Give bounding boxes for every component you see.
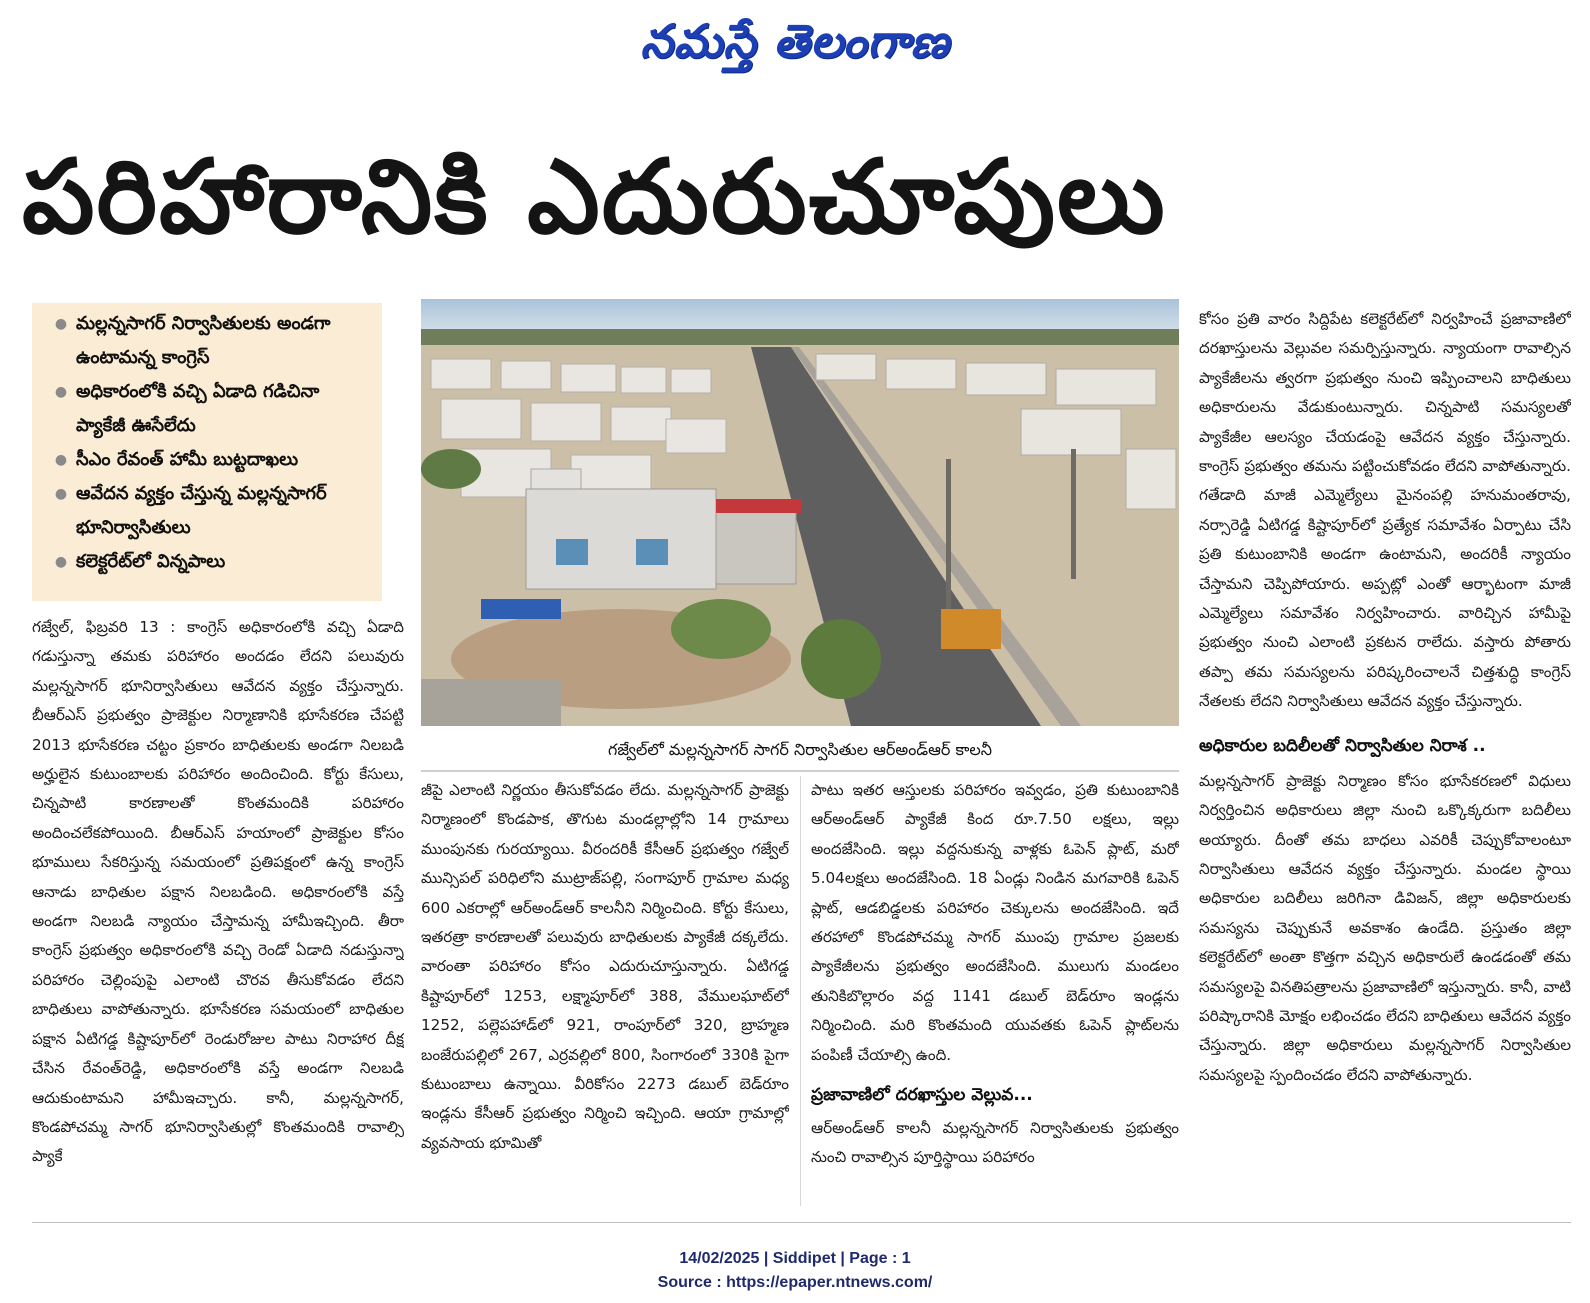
bullet-icon: ● [54, 554, 68, 570]
footer-source: Source : https://epaper.ntnews.com/ [657, 1274, 933, 1291]
article-subheading: అధికారుల బదిలీలతో నిర్వాసితుల నిరాశ .. [1199, 735, 1486, 756]
article-paragraph: ఆర్అండ్ఆర్ కాలనీ మల్లన్నసాగర్ నిర్వాసితులకు ప్రభుత్వం నుంచి రావాల్సిన పూర్తిస్థాయి పరిహారం [811, 1119, 1179, 1167]
highlight-item [46, 375, 372, 443]
article-column-1 [32, 613, 404, 1207]
article-column-4 [1199, 305, 1571, 1208]
colony-photo-illustration [421, 299, 1179, 726]
highlight-text: ఆవేదన వ్యక్తం చేస్తున్న మల్లన్నసాగర్ భూనిర్వాసితులు [76, 483, 327, 538]
article-paragraph: కోసం ప్రతి వారం సిద్దిపేట కలెక్టరేట్‌లో నిర్వహించే ప్రజావాణిలో దరఖాస్తులను వెల్లువల సమర్పిస్తున్నారు. న్యాయంగా రావాల్సిన ప్యాకేజీలను త్వరగా ప్రభుత్వం నుంచి ఇప్పించాలని బాధితులు అధికారులను వేడుకుంటున్నారు. చిన్నపాటి సమస్యలతో ప్యాకేజీల ఆలస్యం చేయడంపై ఆవేదన వ్యక్తం చేస్తున్నారు. కాంగ్రెస్ ప్రభుత్వం తమను పట్టించుకోవడం లేదని వాపోతున్నారు. గతేడాది మాజీ ఎమ్మెల్యేలు మైనంపల్లి హనుమంతరావు, నర్సారెడ్డి ఏటిగడ్డ కిష్టాపూర్‌లో ప్రత్యేక సమావేశం ఏర్పాటు చేసి ప్రతి కుటుంబానికి అండగా ఉంటామని, అందరికీ న్యాయం చేస్తామని చెప్పిపోయారు. అప్పట్లో ఎంతో ఆర్భాటంగా మాజీ ఎమ్మెల్యేలు సమావేశం నిర్వహించారు. వారిచ్చిన హామీపై ప్రభుత్వం నుంచి ఎలాంటి ప్రకటన రాలేదు. వస్తారు పోతారు తప్పా తమ సమస్యలను పరిష్కరించాలనే చిత్తశుద్ధి కాంగ్రెస్ నేతలకు లేదని నిర్వాసితులు ఆవేదన వ్యక్తం చేస్తున్నారు. [1199, 310, 1571, 711]
article-paragraph: మల్లన్నసాగర్ ప్రాజెక్టు నిర్మాణం కోసం భూసేకరణలో విధులు నిర్వర్తించిన అధికారులు జిల్లా నుంచి ఒక్కొక్కరుగా బదిలీలు అయ్యారు. దీంతో తమ బాధలు ఎవరికీ చెప్పుకోవాలంటూ నిర్వాసితులు ఆవేదన వ్యక్తం చేస్తున్నారు. మండల స్థాయి అధికారుల బదిలీలు జరిగినా డివిజన్, జిల్లా అధికారులకు సమస్యను చెప్పుకునే అవకాశం ఉండేది. ప్రస్తుతం జిల్లా కలెక్టరేట్‌లో అంతా కొత్తగా వచ్చిన అధికారులే ఉండడంతో తమ సమస్యలపై వినతిపత్రాలను ప్రజావాణిలో ఇస్తున్నారు. కానీ, వాటి పరిష్కారానికి మోక్షం లభించడం లేదని బాధితులు ఆవేదన వ్యక్తం చేస్తున్నారు. జిల్లా అధికారులు మల్లన్నసాగర్ నిర్వాసితుల సమస్యలపై స్పందించడం లేదని వాపోతున్నారు. [1199, 771, 1571, 1084]
photo-caption: గజ్వేల్‌లో మల్లన్నసాగర్ సాగర్ నిర్వాసితుల ఆర్అండ్ఆర్ కాలనీ [608, 740, 992, 759]
article-column-2 [421, 776, 789, 1208]
caption-rule [421, 770, 1179, 772]
highlight-item [46, 443, 372, 477]
bullet-icon: ● [54, 452, 68, 468]
page-headline: పరిహారానికి ఎదురుచూపులు [22, 138, 1167, 257]
news-photo [421, 299, 1179, 726]
highlight-text: మల్లన్నసాగర్ నిర్వాసితులకు అండగా ఉంటామన్న కాంగ్రెస్ [76, 313, 331, 368]
highlights-box [32, 303, 382, 601]
bullet-icon: ● [54, 486, 68, 502]
newspaper-masthead: నమస్తే తెలంగాణ [640, 14, 950, 68]
column-divider [800, 776, 801, 1206]
page-bottom-rule [32, 1222, 1571, 1223]
highlight-item [46, 307, 372, 375]
article-subheading: ప్రజావాణిలో దరఖాస్తుల వెల్లువ... [811, 1085, 1033, 1106]
footer-dateline: 14/02/2025 | Siddipet | Page : 1 [679, 1250, 911, 1267]
highlight-text: కలెక్టరేట్‌లో విన్నపాలు [76, 551, 226, 572]
bullet-icon: ● [54, 316, 68, 332]
highlight-text: అధికారంలోకి వచ్చి ఏడాది గడిచినా ప్యాకేజీ ఊసేలేదు [76, 381, 320, 436]
article-paragraph: జీపై ఎలాంటి నిర్ణయం తీసుకోవడం లేదు. మల్లన్నసాగర్ ప్రాజెక్టు నిర్మాణంలో కొండపాక, తొగుట మండల్లాల్లోని 14 గ్రామాలు ముంపునకు గురయ్యాయి. వీరందరికీ కేసీఆర్ ప్రభుత్వం గజ్వేల్ మున్సిపల్ పరిధిలోని ముట్రాజ్‌పల్లి, సంగాపూర్ గ్రామాల మధ్య 600 ఎకరాల్లో ఆర్అండ్ఆర్ కాలనీని నిర్మించింది. కోర్టు కేసులు, ఇతరత్రా కారణాలతో పలువురు బాధితులకు ప్యాకేజీ దక్కలేదు. వారంతా పరిహారం కోసం ఎదురుచూస్తున్నారు. ఏటిగడ్డ కిష్టాపూర్‌లో 1253, లక్ష్మాపూర్‌లో 388, వేములఘాట్‌లో 1252, పల్లెపహాడ్‌లో 921, రాంపూర్‌లో 320, బ్రాహ్మణ బంజేరుపల్లిలో 267, ఎర్రవల్లిలో 800, సింగారంలో 330కి పైగా కుటుంబాలు ఉన్నాయి. వీరికోసం 2273 డబుల్ బెడ్‌రూం ఇండ్లను కేసీఆర్ ప్రభుత్వం నిర్మించి ఇచ్చింది. ఆయా గ్రామాల్లో వ్యవసాయ భూమితో [421, 781, 789, 1152]
highlight-item [46, 477, 372, 545]
bullet-icon: ● [54, 384, 68, 400]
article-paragraph: గజ్వేల్, ఫిబ్రవరి 13 : కాంగ్రెస్ అధికారంలోకి వచ్చి ఏడాది గడుస్తున్నా తమకు పరిహారం అందడం లేదని పలువురు మల్లన్నసాగర్ భూనిర్వాసితులు ఆవేదన వ్యక్తం చేస్తున్నారు. బీఆర్ఎస్ ప్రభుత్వం ప్రాజెక్టుల నిర్మాణానికి భూసేకరణ చేపట్టి 2013 భూసేకరణ చట్టం ప్రకారం బాధితులకు అండగా నిలబడి అర్హులైన కుటుంబాలకు పరిహారం అందించింది. కోర్టు కేసులు, చిన్నపాటి కారణాలతో కొంతమందికి పరిహారం అందించలేకపోయింది. బీఆర్ఎస్ హయాంలో ప్రాజెక్టుల కోసం భూములు సేకరిస్తున్న సమయంలో ప్రతిపక్షంలో ఉన్న కాంగ్రెస్ ఆనాడు బాధితుల పక్షాన నిలబడింది. అధికారంలోకి వస్తే అండగా నిలబడి న్యాయం చేస్తామన్న హామీఇచ్చింది. తీరా కాంగ్రెస్ ప్రభుత్వం అధికారంలోకి వచ్చి రెండో ఏడాది నడుస్తున్నా పరిహారం చెల్లింపుపై ఎలాంటి చొరవ తీసుకోవడం లేదని బాధితులు వాపోతున్నారు. భూసేకరణ సమయంలో బాధితుల పక్షాన ఏటిగడ్డ కిష్టాపూర్‌లో రెండురోజుల పాటు నిరాహార దీక్ష చేసిన రేవంత్‌రెడ్డి, అధికారంలోకి వస్తే అండగా నిలబడి ఆదుకుంటామని హామీఇచ్చారు. కానీ, మల్లన్నసాగర్, కొండపోచమ్మ సాగర్ భూనిర్వాసితుల్లో కొంతమందికి రావాల్సి ప్యాకే [32, 618, 404, 1166]
article-paragraph: పాటు ఇతర ఆస్తులకు పరిహారం ఇవ్వడం, ప్రతి కుటుంబానికి ఆర్అండ్ఆర్ ప్యాకేజీ కింద రూ.7.50 లక్షలు, ఇల్లు అందజేసింది. ఇల్లు వద్దనుకున్న వాళ్లకు ఓపెన్ ప్లాట్, మరో 5.04లక్షలు అందజేసింది. 18 ఏండ్లు నిండిన మగవారికి ఓపెన్ ప్లాట్, ఆడబిడ్డలకు పరిహారం చెక్కులను అందజేసింది. ఇదే తరహాలో కొండపోచమ్మ సాగర్ ముంపు గ్రామాల ప్రజలకు ప్యాకేజీలను ప్రభుత్వం అందజేసింది. ములుగు మండలం తునికిబొల్లారం వద్ద 1141 డబుల్ బెడ్‌రూం ఇండ్లను నిర్మించింది. మరి కొంతమంది యువతకు ఓపెన్ ప్లాట్‌లను పంపిణీ చేయాల్సి ఉంది. [811, 781, 1179, 1064]
highlight-item [46, 545, 372, 579]
highlight-text: సీఎం రేవంత్ హామీ బుట్టదాఖలు [76, 449, 299, 470]
article-column-3 [811, 776, 1179, 1208]
